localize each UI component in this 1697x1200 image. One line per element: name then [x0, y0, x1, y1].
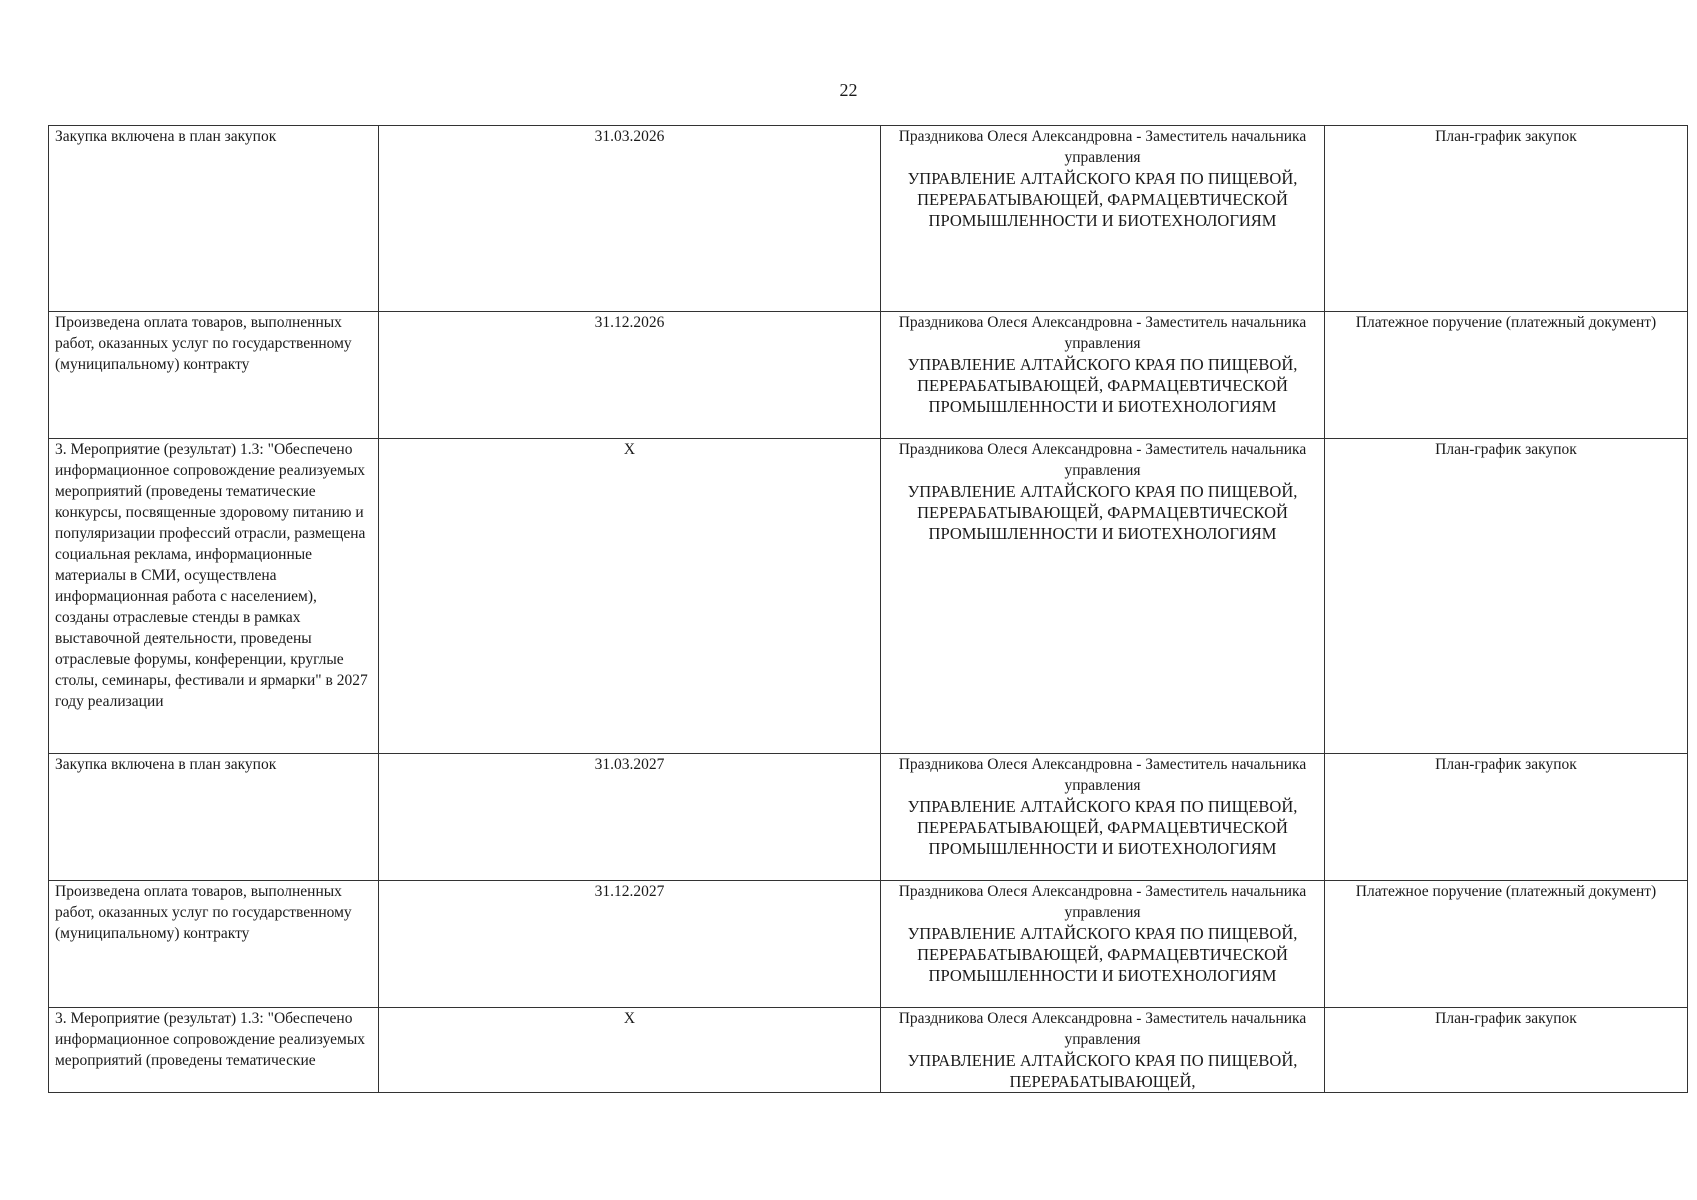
due-date-cell: 31.03.2026: [379, 126, 881, 312]
responsible-person: Праздникова Олеся Александровна - Заместитель начальника управления: [898, 883, 1307, 921]
responsible-organization: УПРАВЛЕНИЕ АЛТАЙСКОГО КРАЯ ПО ПИЩЕВОЙ, ПЕРЕРАБАТЫВАЮЩЕЙ, ФАРМАЦЕВТИЧЕСКОЙ ПРОМЫШЛЕННОСТИ И БИОТЕХНОЛОГИЯМ: [907, 355, 1298, 416]
responsible-person: Праздникова Олеся Александровна - Заместитель начальника управления: [898, 314, 1307, 352]
responsible-person: Праздникова Олеся Александровна - Заместитель начальника управления: [898, 756, 1307, 794]
event-name-cell: Произведена оплата товаров, выполненных работ, оказанных услуг по государственному (муниципальному) контракту: [49, 312, 379, 439]
table-row: [49, 126, 1688, 312]
table-row: [49, 754, 1688, 881]
responsible-organization: УПРАВЛЕНИЕ АЛТАЙСКОГО КРАЯ ПО ПИЩЕВОЙ, ПЕРЕРАБАТЫВАЮЩЕЙ, ФАРМАЦЕВТИЧЕСКОЙ ПРОМЫШЛЕННОСТИ И БИОТЕХНОЛОГИЯМ: [907, 924, 1298, 985]
responsible-cell: [881, 881, 1325, 1008]
table-row: [49, 439, 1688, 754]
event-name-cell: 3. Мероприятие (результат) 1.3: "Обеспечено информационное сопровождение реализуемых мероприятий (проведены тематические конкурсы, посвященные здоровому питанию и популяризации профессий отрасли, размещена социальная реклама, информационные материалы в СМИ, осуществлена информационная работа с населением), созданы отраслевые стенды в рамках выставочной деятельности, проведены отраслевые форумы, конференции, круглые столы, семинары, фестивали и ярмарки" в 2027 году реализации: [49, 439, 379, 754]
document-type-cell: План-график закупок: [1325, 754, 1688, 881]
responsible-organization: УПРАВЛЕНИЕ АЛТАЙСКОГО КРАЯ ПО ПИЩЕВОЙ, ПЕРЕРАБАТЫВАЮЩЕЙ, ФАРМАЦЕВТИЧЕСКОЙ ПРОМЫШЛЕННОСТИ И БИОТЕХНОЛОГИЯМ: [907, 169, 1298, 230]
responsible-organization: УПРАВЛЕНИЕ АЛТАЙСКОГО КРАЯ ПО ПИЩЕВОЙ, ПЕРЕРАБАТЫВАЮЩЕЙ, ФАРМАЦЕВТИЧЕСКОЙ ПРОМЫШЛЕННОСТИ И БИОТЕХНОЛОГИЯМ: [907, 482, 1298, 543]
due-date-cell: X: [379, 439, 881, 754]
due-date-cell: 31.03.2027: [379, 754, 881, 881]
document-type-cell: План-график закупок: [1325, 439, 1688, 754]
due-date-cell: 31.12.2027: [379, 881, 881, 1008]
due-date-cell: 31.12.2026: [379, 312, 881, 439]
responsible-cell: [881, 312, 1325, 439]
responsible-cell: [881, 126, 1325, 312]
responsible-organization: УПРАВЛЕНИЕ АЛТАЙСКОГО КРАЯ ПО ПИЩЕВОЙ, ПЕРЕРАБАТЫВАЮЩЕЙ, ФАРМАЦЕВТИЧЕСКОЙ ПРОМЫШЛЕННОСТИ И БИОТЕХНОЛОГИЯМ: [907, 797, 1298, 858]
responsible-cell: [881, 754, 1325, 881]
page-number: 22: [839, 80, 858, 100]
table-row: [49, 312, 1688, 439]
control-points-table: [48, 125, 1688, 1093]
event-name-cell: Произведена оплата товаров, выполненных работ, оказанных услуг по государственному (муниципальному) контракту: [49, 881, 379, 1008]
responsible-organization: УПРАВЛЕНИЕ АЛТАЙСКОГО КРАЯ ПО ПИЩЕВОЙ, ПЕРЕРАБАТЫВАЮЩЕЙ,: [907, 1051, 1298, 1091]
document-type-cell: План-график закупок: [1325, 1008, 1688, 1093]
responsible-person: Праздникова Олеся Александровна - Заместитель начальника управления: [898, 441, 1307, 479]
table-row: [49, 1008, 1688, 1093]
responsible-person: Праздникова Олеся Александровна - Заместитель начальника управления: [898, 1010, 1307, 1048]
responsible-cell: [881, 1008, 1325, 1093]
document-type-cell: План-график закупок: [1325, 126, 1688, 312]
event-name-cell: Закупка включена в план закупок: [49, 126, 379, 312]
due-date-cell: X: [379, 1008, 881, 1093]
responsible-cell: [881, 439, 1325, 754]
event-name-cell: 3. Мероприятие (результат) 1.3: "Обеспечено информационное сопровождение реализуемых мероприятий (проведены тематические: [49, 1008, 379, 1093]
table-row: [49, 881, 1688, 1008]
document-type-cell: Платежное поручение (платежный документ): [1325, 881, 1688, 1008]
event-name-cell: Закупка включена в план закупок: [49, 754, 379, 881]
document-type-cell: Платежное поручение (платежный документ): [1325, 312, 1688, 439]
responsible-person: Праздникова Олеся Александровна - Заместитель начальника управления: [898, 128, 1307, 166]
